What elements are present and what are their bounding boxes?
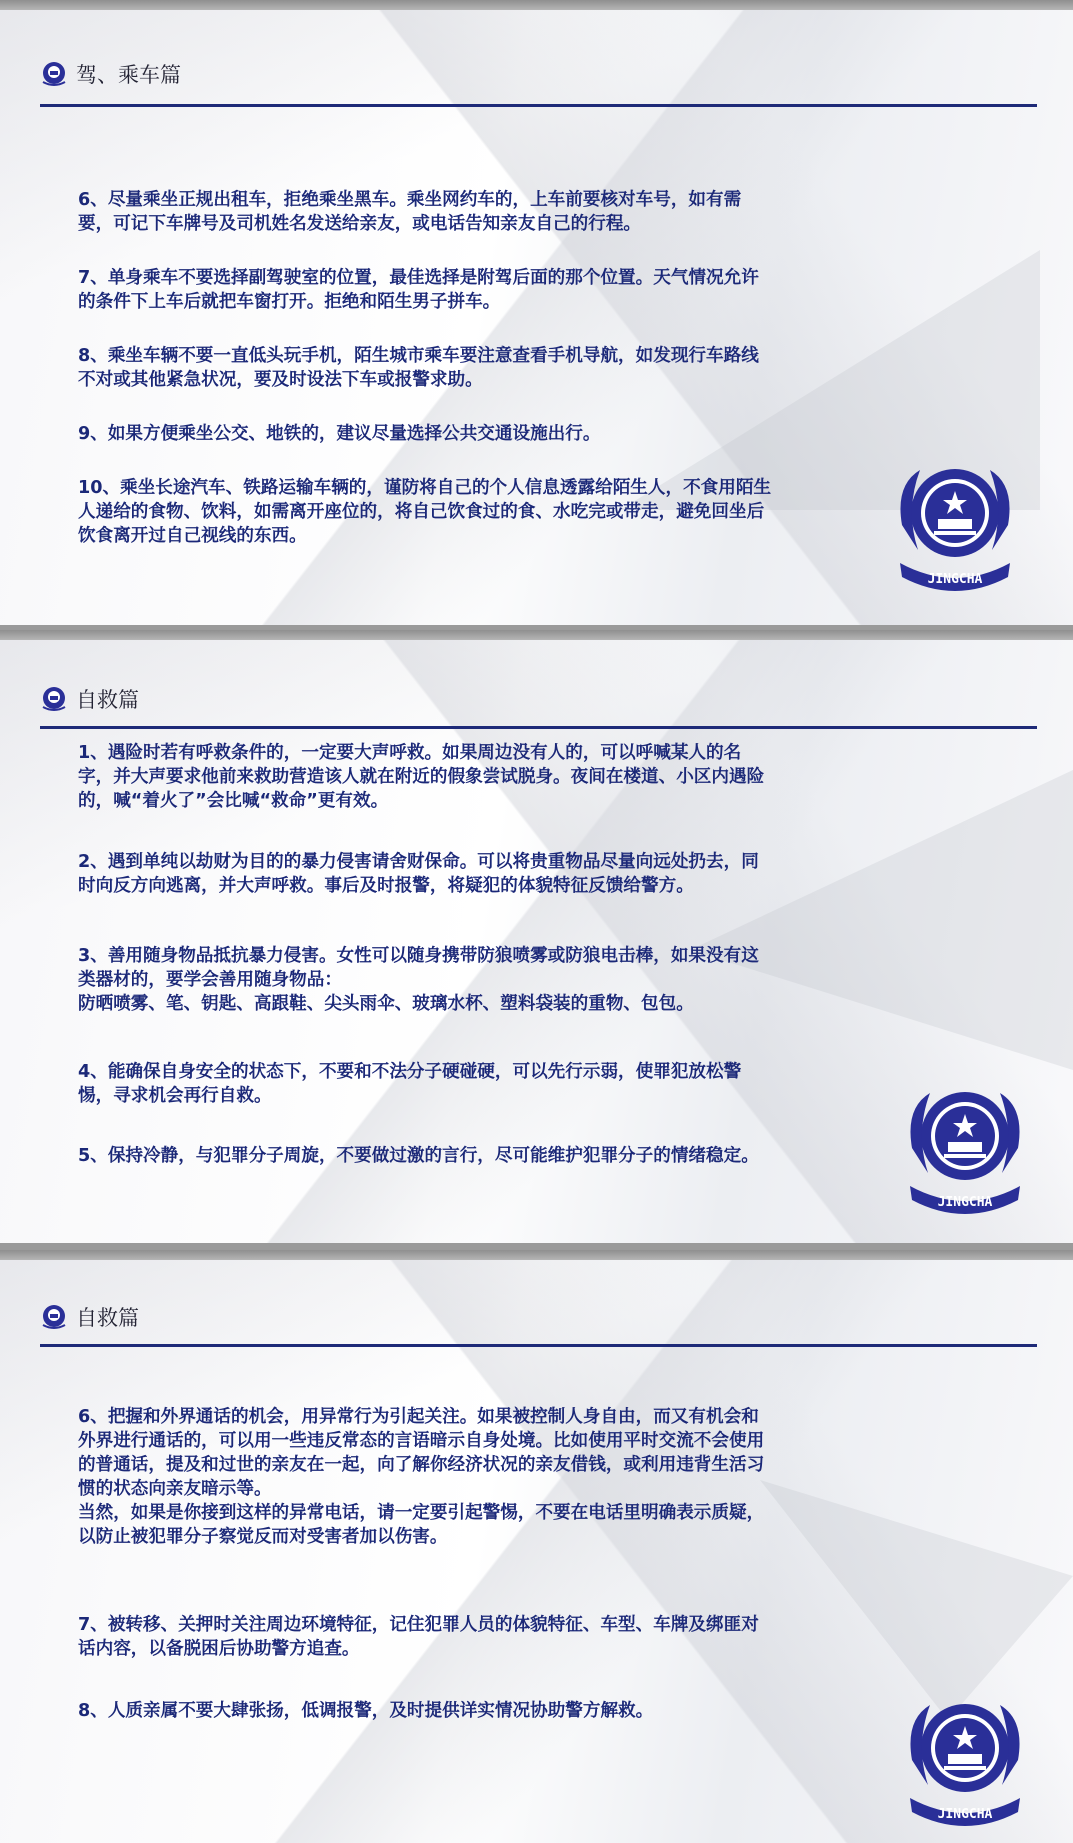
section-header bbox=[40, 1300, 139, 1334]
item-list bbox=[78, 1405, 893, 1723]
list-item: 8、乘坐车辆不要一直低头玩手机，陌生城市乘车要注意查看手机导航，如发现行车路线 不对或其他紧急状况，要及时设法下车或报警求助。 bbox=[78, 346, 759, 390]
list-item: 7、单身乘车不要选择副驾驶室的位置，最佳选择是附驾后面的那个位置。天气情况允许 的条件下上车后就把车窗打开。拒绝和陌生男子拼车。 bbox=[78, 268, 759, 312]
police-emblem-icon bbox=[900, 1690, 1030, 1840]
list-item: 7、被转移、关押时关注周边环境特征，记住犯罪人员的体貌特征、车型、车牌及绑匪对 话内容，以备脱困后协助警方追查。 bbox=[78, 1615, 759, 1659]
header-divider bbox=[40, 104, 1037, 107]
list-item: 6、把握和外界通话的机会，用异常行为引起关注。如果被控制人身自由，而又有机会和 外界进行通话的，可以用一些违反常态的言语暗示自身处境。比如使用平时交流不会使用 的普通话，提及和过世的亲友在一起，向了解你经济状况的亲友借钱，或利用违背生活习 惯的状态向亲友暗示等。 当然，如果是你接到这样的异常电话，请一定要引起警惕，不要在电话里明确表示质疑， 以防止被犯罪分子察觉反而对受害者加以伤害。 bbox=[78, 1407, 765, 1547]
panel-self-rescue-1 bbox=[0, 630, 1073, 1243]
list-item: 4、能确保自身安全的状态下，不要和不法分子硬碰硬，可以先行示弱，使罪犯放松警 惕，寻求机会再行自救。 bbox=[78, 1062, 742, 1106]
police-emblem-small-icon bbox=[40, 60, 68, 88]
section-title: 驾、乘车篇 bbox=[76, 63, 181, 87]
header-divider bbox=[40, 726, 1037, 729]
section-title: 自救篇 bbox=[76, 688, 139, 712]
list-item: 5、保持冷静，与犯罪分子周旋，不要做过激的言行，尽可能维护犯罪分子的情绪稳定。 bbox=[78, 1146, 759, 1166]
list-item: 1、遇险时若有呼救条件的，一定要大声呼救。如果周边没有人的，可以呼喊某人的名 字，并大声要求他前来救助营造该人就在附近的假象尝试脱身。夜间在楼道、小区内遇险 的，喊“着火了”会比喊“救命”更有效。 bbox=[78, 743, 765, 811]
list-item: 6、尽量乘坐正规出租车，拒绝乘坐黑车。乘坐网约车的，上车前要核对车号，如有需 要，可记下车牌号及司机姓名发送给亲友，或电话告知亲友自己的行程。 bbox=[78, 190, 742, 234]
police-emblem-icon bbox=[900, 1078, 1030, 1228]
header-divider bbox=[40, 1344, 1037, 1347]
section-title: 自救篇 bbox=[76, 1306, 139, 1330]
list-item: 3、善用随身物品抵抗暴力侵害。女性可以随身携带防狼喷雾或防狼电击棒，如果没有这 类器材的，要学会善用随身物品： 防晒喷雾、笔、钥匙、高跟鞋、尖头雨伞、玻璃水杯、塑料袋装的重物、包包。 bbox=[78, 946, 759, 1014]
police-emblem-small-icon bbox=[40, 1303, 68, 1331]
panel-driving bbox=[0, 0, 1073, 625]
police-emblem-small-icon bbox=[40, 685, 68, 713]
emblem-text: JINGCHA bbox=[937, 1807, 993, 1822]
emblem-text: JINGCHA bbox=[937, 1195, 993, 1210]
item-list bbox=[78, 741, 893, 1168]
panel-self-rescue-2 bbox=[0, 1250, 1073, 1843]
section-header bbox=[40, 682, 139, 716]
police-emblem-icon bbox=[890, 455, 1020, 605]
list-item: 9、如果方便乘坐公交、地铁的，建议尽量选择公共交通设施出行。 bbox=[78, 424, 601, 444]
list-item: 10、乘坐长途汽车、铁路运输车辆的，谨防将自己的个人信息透露给陌生人，不食用陌生 人递给的食物、饮料，如需离开座位的，将自己饮食过的食、水吃完或带走，避免回坐后 饮食离开过自己视线的东西。 bbox=[78, 478, 772, 546]
list-item: 2、遇到单纯以劫财为目的的暴力侵害请舍财保命。可以将贵重物品尽量向远处扔去，同 时向反方向逃离，并大声呼救。事后及时报警，将疑犯的体貌特征反馈给警方。 bbox=[78, 852, 759, 896]
list-item: 8、人质亲属不要大肆张扬，低调报警，及时提供详实情况协助警方解救。 bbox=[78, 1701, 654, 1721]
emblem-text: JINGCHA bbox=[927, 572, 983, 587]
item-list bbox=[78, 188, 893, 548]
section-header bbox=[40, 57, 181, 91]
